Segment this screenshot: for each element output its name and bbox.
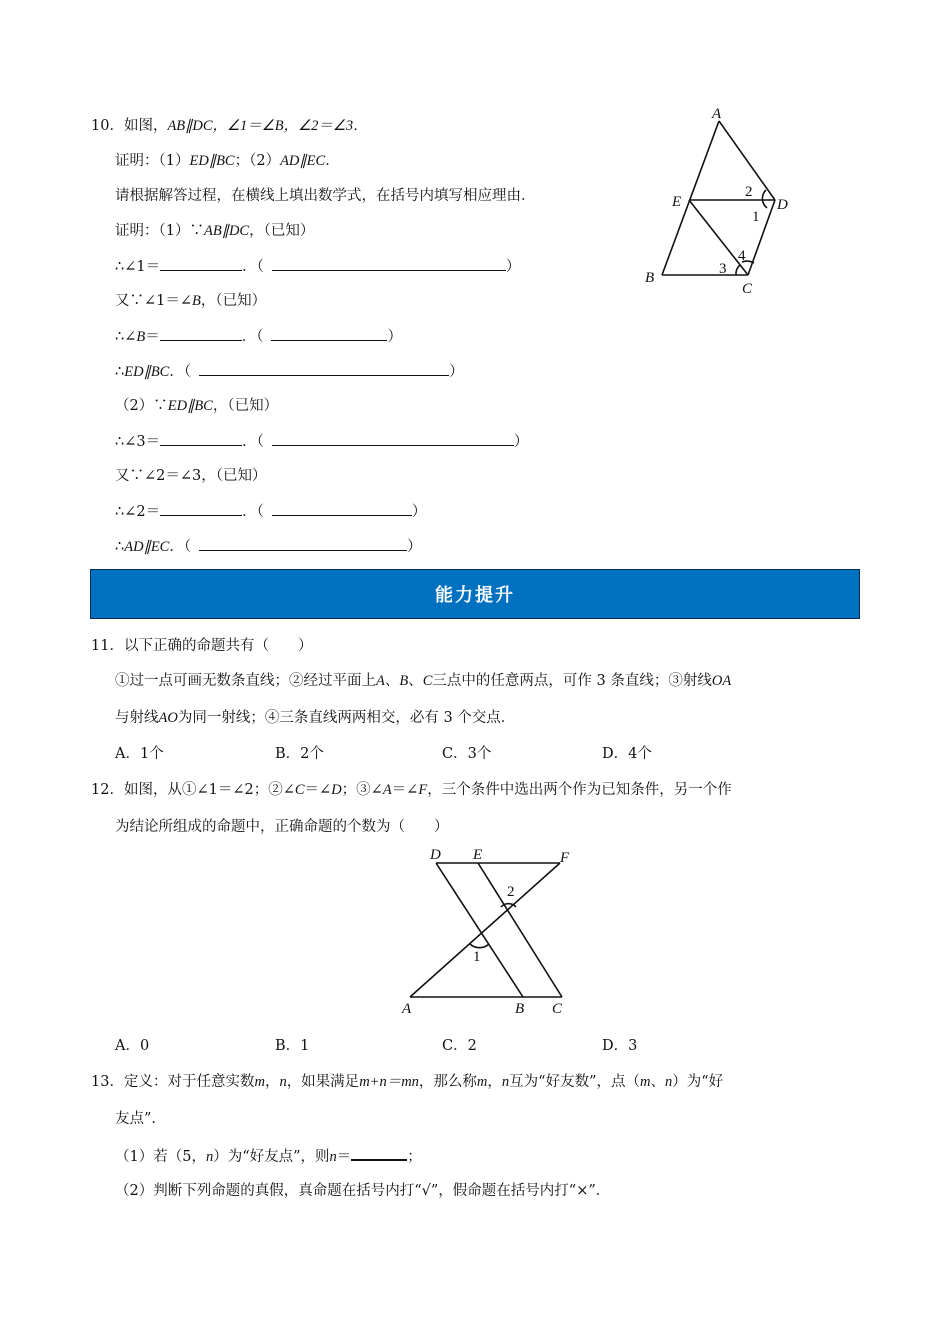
q13-sub2: （2）判断下列命题的真假，真命题在括号内打“√”，假命题在括号内打“×”． bbox=[115, 1183, 611, 1199]
point-B-label: B bbox=[645, 270, 655, 286]
text: 13．定义：对于任意实数 bbox=[91, 1074, 255, 1090]
q10-step-7 bbox=[115, 431, 528, 452]
math: n bbox=[664, 1074, 673, 1090]
reason-blank[interactable] bbox=[199, 536, 407, 551]
step-text: ∴∠1＝ bbox=[115, 259, 161, 275]
q12-option-a[interactable]: A．0 bbox=[115, 1038, 150, 1054]
answer-blank[interactable] bbox=[351, 1145, 407, 1161]
angle-4-label: 4 bbox=[738, 248, 746, 264]
text: ；③∠ bbox=[341, 782, 383, 798]
point-C-label: C bbox=[742, 281, 753, 297]
reason-blank[interactable] bbox=[272, 501, 412, 516]
point-F-label: F bbox=[560, 850, 570, 866]
point-E-label: E bbox=[672, 194, 682, 210]
math: n bbox=[279, 1074, 287, 1090]
text: （1）若（5， bbox=[115, 1149, 206, 1165]
step-text: ∴∠ bbox=[115, 329, 137, 345]
step-punct: ．（ bbox=[241, 329, 264, 345]
math: OA bbox=[711, 673, 732, 689]
close-paren: ） bbox=[411, 504, 427, 520]
math: A bbox=[376, 673, 385, 689]
text: 互为“好友数”，点（ bbox=[509, 1074, 640, 1090]
reason-blank[interactable] bbox=[271, 326, 387, 341]
q11-option-b[interactable]: B．2个 bbox=[275, 746, 324, 762]
answer-blank[interactable] bbox=[160, 431, 242, 446]
reason-blank[interactable] bbox=[272, 431, 514, 446]
math: n bbox=[329, 1149, 337, 1165]
step-math: AD∥EC bbox=[124, 539, 170, 555]
section-banner bbox=[90, 569, 860, 619]
answer-blank[interactable] bbox=[160, 256, 242, 271]
point-E-label: E bbox=[473, 847, 483, 863]
text: ＝∠ bbox=[391, 782, 419, 798]
prove-sep: ；（2） bbox=[234, 153, 281, 169]
text: 、 bbox=[384, 673, 400, 689]
q11-option-d[interactable]: D．4个 bbox=[602, 746, 652, 762]
step-text: （2）∵ bbox=[115, 398, 168, 414]
section-title: 能力提升 bbox=[435, 585, 515, 606]
point-B-label: B bbox=[515, 1001, 525, 1017]
text: 、 bbox=[650, 1074, 665, 1090]
point-D-label: D bbox=[430, 847, 441, 863]
q10-instruction: 请根据解答过程，在横线上填出数学式，在括号内填写相应理由． bbox=[115, 188, 536, 204]
text: ）为“好友点”，则 bbox=[213, 1149, 330, 1165]
text: ，那么称 bbox=[418, 1074, 477, 1090]
angle-3-label: 3 bbox=[719, 261, 727, 277]
step-punct: ．（ bbox=[242, 434, 264, 450]
point-D-label: D bbox=[777, 197, 788, 213]
angle-2-label: 2 bbox=[745, 184, 753, 200]
q10-prove-goal bbox=[115, 151, 340, 171]
q10-step-3 bbox=[115, 291, 266, 311]
math: F bbox=[418, 782, 428, 798]
close-paren: ） bbox=[513, 434, 529, 450]
step-eq: ＝ bbox=[145, 329, 160, 345]
close-paren: ） bbox=[505, 259, 521, 275]
step-text: ∴ bbox=[115, 364, 125, 380]
step-math: ED∥BC bbox=[124, 364, 170, 380]
text: ，如果满足 bbox=[286, 1074, 360, 1090]
step-text: 又∵∠2＝∠3，（已知） bbox=[115, 468, 267, 484]
point-A-label: A bbox=[712, 106, 722, 122]
q10-step-1 bbox=[115, 221, 314, 241]
prove-label: 证明：（1） bbox=[115, 153, 190, 169]
q10-geometry-figure bbox=[630, 100, 810, 300]
math: n bbox=[205, 1149, 214, 1165]
q10-step-9 bbox=[115, 501, 426, 522]
stem-text: 如图， bbox=[123, 118, 168, 134]
text: ， bbox=[487, 1074, 502, 1090]
text: ，三个条件中选出两个作为已知条件，另一个作 bbox=[427, 782, 732, 798]
step-reason: ，（已知） bbox=[249, 223, 315, 239]
text: ）为“好 bbox=[672, 1074, 724, 1090]
q12-stem-line2: 为结论所组成的命题中，正确命题的个数为（ ） bbox=[115, 819, 449, 835]
q10-step-2 bbox=[115, 256, 520, 277]
q11-statements-line2 bbox=[115, 708, 515, 728]
step-math: B bbox=[136, 329, 146, 345]
answer-blank[interactable] bbox=[160, 326, 242, 341]
q10-step-4 bbox=[115, 326, 402, 347]
close-paren: ） bbox=[407, 539, 422, 555]
question-number: 10． bbox=[91, 118, 124, 134]
text: ①过一点可画无数条直线；②经过平面上 bbox=[115, 673, 376, 689]
step-text: 证明：（1）∵ bbox=[115, 223, 204, 239]
q12-stem-line1 bbox=[91, 780, 732, 800]
answer-blank[interactable] bbox=[160, 501, 242, 516]
q12-option-b[interactable]: B．1 bbox=[275, 1038, 310, 1054]
q12-geometry-figure bbox=[390, 840, 580, 1020]
text: ＝ bbox=[336, 1149, 352, 1165]
math: n bbox=[501, 1074, 510, 1090]
angle-1-label: 1 bbox=[752, 209, 760, 225]
step-reason: ，（已知） bbox=[200, 293, 267, 309]
close-paren: ） bbox=[449, 364, 464, 380]
close-paren: ） bbox=[387, 329, 402, 345]
q11-stem: 11．以下正确的命题共有（ ） bbox=[91, 638, 313, 654]
math: m+n＝mn bbox=[359, 1074, 419, 1090]
point-A-label: A bbox=[402, 1001, 412, 1017]
q11-option-a[interactable]: A．1个 bbox=[115, 746, 164, 762]
prove-goal-1: ED∥BC bbox=[189, 153, 235, 169]
q13-definition-line1 bbox=[91, 1072, 723, 1092]
q10-step-8 bbox=[115, 466, 267, 486]
q10-step-10 bbox=[115, 536, 422, 557]
step-punct: ．（ bbox=[169, 364, 192, 380]
text: ； bbox=[407, 1149, 422, 1165]
math: m bbox=[476, 1074, 488, 1090]
step-text: ∴∠3＝ bbox=[115, 434, 161, 450]
step-punct: ．（ bbox=[242, 259, 264, 275]
angle-2-label: 2 bbox=[507, 884, 515, 900]
point-C-label: C bbox=[552, 1001, 563, 1017]
text: ， bbox=[264, 1074, 280, 1090]
math: AO bbox=[158, 710, 178, 726]
q10-step-5 bbox=[115, 361, 464, 382]
step-math: B bbox=[192, 293, 201, 309]
math: D bbox=[331, 782, 342, 798]
math: C bbox=[294, 782, 305, 798]
text: 三点中的任意两点，可作 3 条直线；③射线 bbox=[432, 673, 712, 689]
math: C bbox=[422, 673, 433, 689]
step-punct: ．（ bbox=[242, 504, 264, 520]
step-reason: ，（已知） bbox=[212, 398, 279, 414]
step-math: AB∥DC bbox=[203, 223, 250, 239]
math: B bbox=[399, 673, 409, 689]
angle-1-label: 1 bbox=[473, 949, 481, 965]
reason-blank[interactable] bbox=[272, 256, 506, 271]
q13-sub1 bbox=[115, 1145, 422, 1167]
step-text: ∴ bbox=[115, 539, 125, 555]
q10-stem bbox=[91, 116, 368, 136]
text: 与射线 bbox=[115, 710, 159, 726]
q12-option-c[interactable]: C．2 bbox=[442, 1038, 477, 1054]
q12-option-d[interactable]: D．3 bbox=[602, 1038, 638, 1054]
step-text: 又∵∠1＝∠ bbox=[115, 293, 193, 309]
prove-goal-2: AD∥EC bbox=[280, 153, 326, 169]
q10-step-6 bbox=[115, 396, 278, 416]
stem-math: AB∥DC，∠1＝∠B，∠2＝∠3． bbox=[167, 118, 368, 134]
math: m bbox=[254, 1074, 265, 1090]
step-punct: ．（ bbox=[169, 539, 192, 555]
math: A bbox=[382, 782, 392, 798]
text: 为同一射线；④三条直线两两相交，必有 3 个交点． bbox=[177, 710, 516, 726]
math: m bbox=[639, 1074, 651, 1090]
text: 、 bbox=[408, 673, 423, 689]
q13-definition-line2: 友点”． bbox=[115, 1111, 166, 1127]
q11-statements-line1 bbox=[115, 671, 731, 691]
text: 12．如图，从①∠1＝∠2；②∠ bbox=[91, 782, 295, 798]
step-math: ED∥BC bbox=[167, 398, 213, 414]
step-text: ∴∠2＝ bbox=[115, 504, 161, 520]
reason-blank[interactable] bbox=[199, 361, 449, 376]
punct: ． bbox=[325, 153, 340, 169]
q11-option-c[interactable]: C．3个 bbox=[442, 746, 492, 762]
text: ＝∠ bbox=[304, 782, 332, 798]
